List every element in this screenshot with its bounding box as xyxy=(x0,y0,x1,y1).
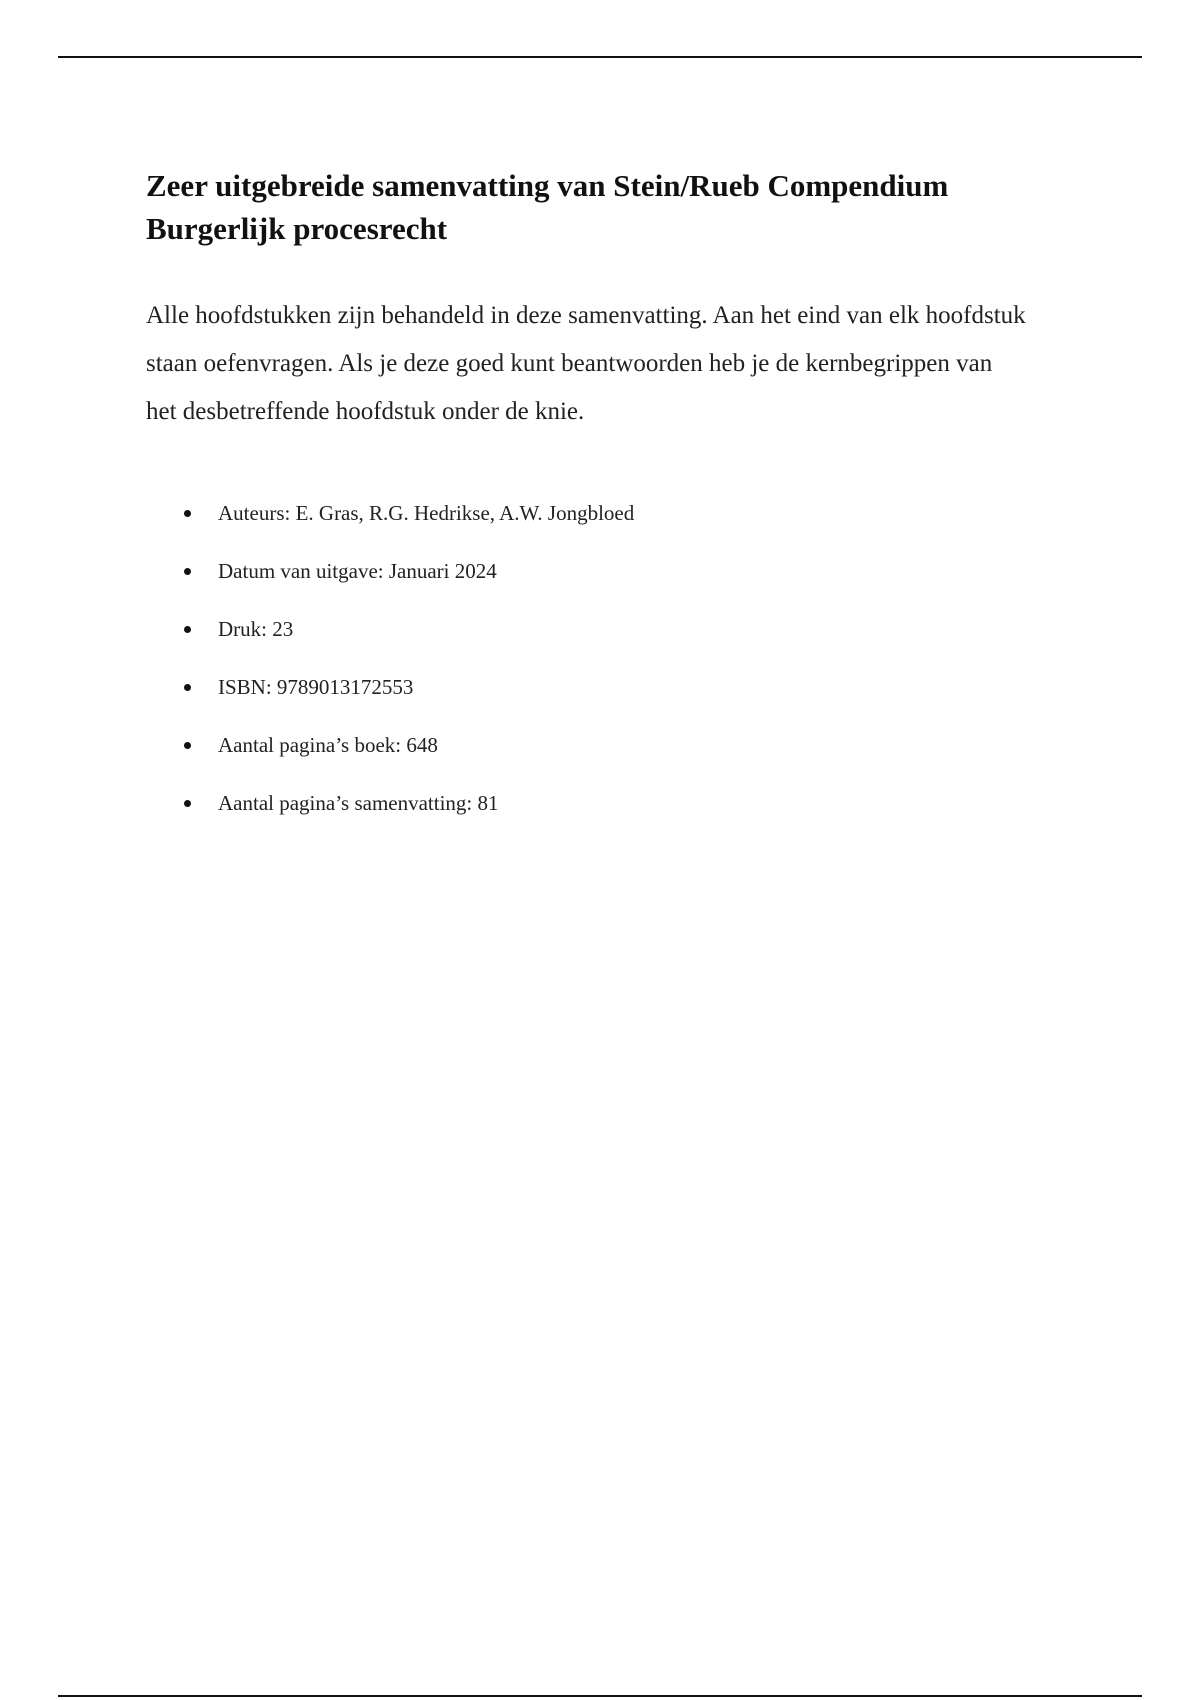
bullet-icon xyxy=(184,800,191,807)
intro-paragraph: Alle hoofdstukken zijn behandeld in deze samenvatting. Aan het eind van elk hoofdstuk staan oefenvragen. Als je deze goed kunt beantwoorden heb je de kernbegrippen van het desbetreffende hoofdstuk onder de knie. xyxy=(146,302,1026,425)
fact-text: Druk: 23 xyxy=(218,617,294,641)
bullet-icon xyxy=(184,568,191,575)
footer-rule xyxy=(58,1695,1142,1697)
fact-text: Aantal pagina’s boek: 648 xyxy=(218,733,438,757)
list-item-edition xyxy=(146,615,1026,644)
list-item-publication-date xyxy=(146,557,1026,586)
book-facts-list xyxy=(146,499,1026,818)
fact-text: Datum van uitgave: Januari 2024 xyxy=(218,559,497,583)
bullet-icon xyxy=(184,684,191,691)
document-title: Zeer uitgebreide samenvatting van Stein/Rueb Compendium Burgerlijk procesrecht xyxy=(146,168,949,246)
list-item-authors xyxy=(146,499,1026,528)
list-item-summary-pages xyxy=(146,789,1026,818)
fact-text: Auteurs: E. Gras, R.G. Hedrikse, A.W. Jongbloed xyxy=(218,501,635,525)
bullet-icon xyxy=(184,742,191,749)
bullet-icon xyxy=(184,626,191,633)
header-rule xyxy=(58,56,1142,58)
list-item-isbn xyxy=(146,673,1026,702)
fact-text: Aantal pagina’s samenvatting: 81 xyxy=(218,791,499,815)
fact-text: ISBN: 9789013172553 xyxy=(218,675,414,699)
bullet-icon xyxy=(184,510,191,517)
document-body xyxy=(146,164,1026,847)
list-item-book-pages xyxy=(146,731,1026,760)
